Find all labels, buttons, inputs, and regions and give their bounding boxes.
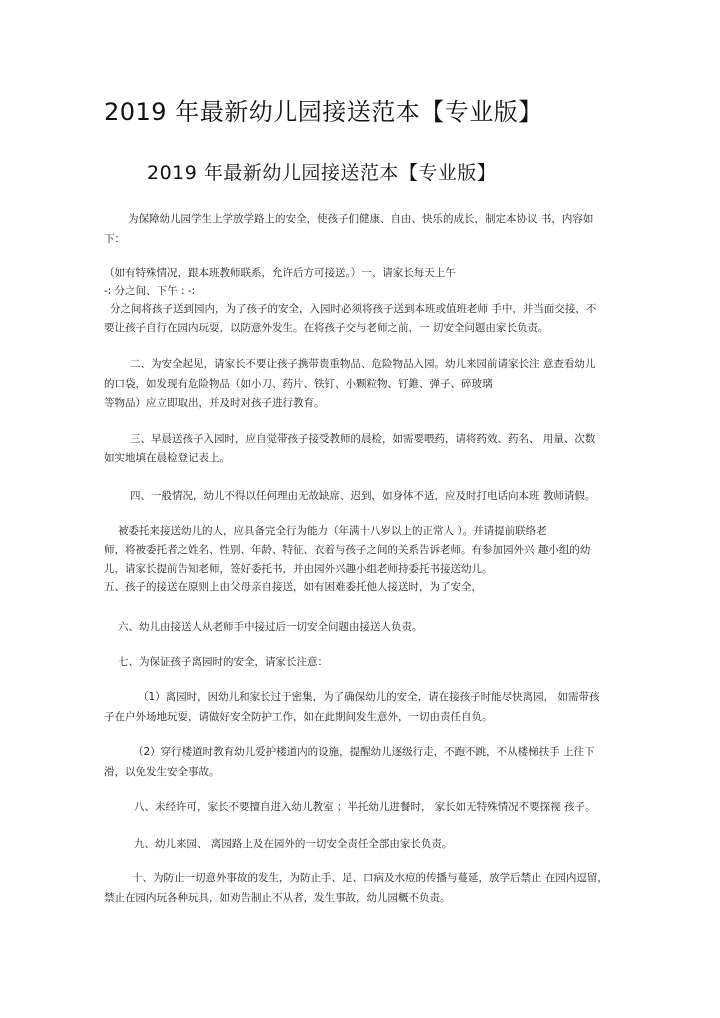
paragraph-line: 三、早晨送孩子入园时，应自觉带孩子接受教师的晨检，如需要喂药，请将药效、药名、 用量、次数 [130,433,596,445]
paragraph-line: 七、为保证孩子离园时的安全，请家长注意： [118,656,328,668]
paragraph-line: 二、为安全起见，请家长不要让孩子携带贵重物品、危险物品入园。幼儿来园前请家长注 意查看幼儿 [130,358,596,370]
document-subtitle: 2019 年最新幼儿园接送范本【专业版】 [147,162,497,184]
paragraph-line: 五、孩子的接送在原则上由父母亲自接送，如有困难委托他人接送时，为了安全， [104,581,482,593]
paragraph-line: （2）穿行楼道时教育幼儿爱护楼道内的设施，提醒幼儿逐级行走，不跑不跳，不从楼梯扶手 上往下 [133,746,595,758]
paragraph-line: 分之间将孩子送到园内，为了孩子的安全，入园时必须将孩子送到本班或值班老师 手中，并当面交接，不 [110,303,597,315]
paragraph-line: 八、未经许可，家长不要擅自进入幼儿教室 ；半托幼儿进餐时， 家长如无特殊情况不要探视 孩子。 [134,801,596,813]
paragraph-line: 师，将被委托者之姓名、性别、年龄、特征、衣着与孩子之间的关系告诉老师。有参加园外兴 趣小组的幼 [104,544,591,556]
paragraph-line: 要让孩子自行在园内玩耍，以防意外发生。在将孩子交与老师之前，一 切安全问题由家长负责。 [104,322,549,334]
paragraph-line: 下： [104,233,125,245]
paragraph-line: 子在户外场地玩耍，请做好安全防护工作，如在此期间发生意外，一切由责任自负。 [104,711,493,723]
paragraph-line: （如有特殊情况，跟本班教师联系，允许后方可接送。）一、请家长每天上午 [104,267,456,279]
paragraph-line: 的口袋，如发现有危险物品（如小刀、药片、铁钉、小颗粒物、钉錐、弹子、碎玻璃 [104,378,493,390]
paragraph-line: 九、幼儿来园、 离园路上及在园外的一切安全责任全部由家长负责。 [134,838,453,850]
paragraph-line: 滑，以免发生安全事故。 [104,766,220,778]
document-title: 2019 年最新幼儿园接送范本【专业版】 [104,98,543,126]
paragraph-line: 禁止在园内玩各种玩具，如劝告制止不从者，发生事故，幼儿园概不负责。 [104,892,451,904]
paragraph-line: -: 分之间、下午 : -: [104,285,196,297]
paragraph-line: 等物品）应立即取出，并及时对孩子进行教育。 [104,397,325,409]
paragraph-line: 被委托来接送幼儿的人，应具备完全行为能力（年满十八岁以上的正常人 ）。并请提前联络老 [118,525,547,537]
paragraph-line: 为保障幼儿园学生上学放学路上的安全，使孩子们健康、自由、快乐的成长，制定本协议 书，内容如 [128,213,594,225]
paragraph-line: 如实地填在晨检登记表上。 [104,452,230,464]
paragraph-line: 儿，请家长提前告知老师，签好委托书，并由园外兴趣小组老师持委托书接送幼儿。 [104,563,493,575]
paragraph-line: 十、为防止一切意外事故的发生，为防止手、足、口病及水痘的传播与蔓延，放学后禁止 在园内逗留， [132,872,608,884]
paragraph-line: 四、一般情况，幼儿不得以任何理由无故缺席、迟到，如身体不适，应及时打电话向本班 教师请假。 [130,490,596,502]
paragraph-line: 六、幼儿由接送人从老师手中接过后一切安全问题由接送人负责。 [118,621,423,633]
paragraph-line: （1）离园时，因幼儿和家长过于密集，为了确保幼儿的安全，请在接孩子时能尽快离园， 如需带孩 [138,691,600,703]
